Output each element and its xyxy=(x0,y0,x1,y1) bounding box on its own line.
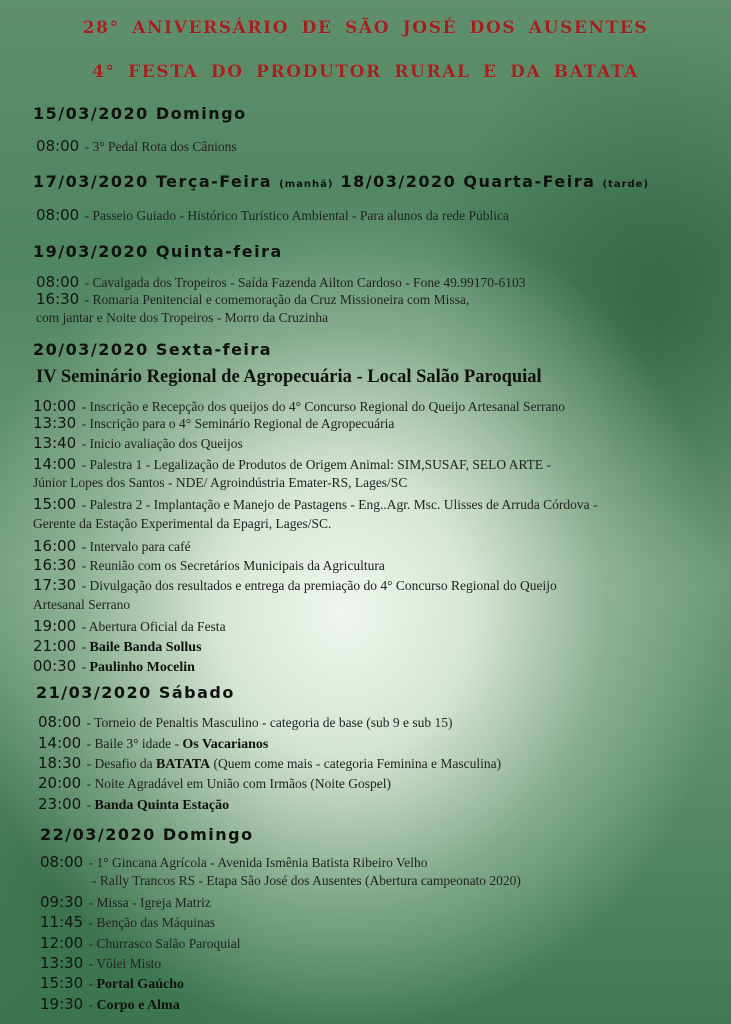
event-continuation: Gerente da Estação Experimental da Epagri, Lages/SC. xyxy=(33,516,332,531)
event-time: 19:00 xyxy=(33,617,77,635)
event-description: - Missa - Igreja Matriz xyxy=(85,895,211,910)
event-prefix: - xyxy=(78,659,90,674)
day-18-date: 18/03/2020 Quarta-Feira xyxy=(333,172,603,191)
event-highlight: Baile Banda Sollus xyxy=(89,640,202,655)
schedule-item xyxy=(40,853,428,873)
festival-header xyxy=(0,62,731,82)
event-continuation: Júnior Lopes dos Santos - NDE/ Agroindústria Emater-RS, Lages/SC xyxy=(33,475,408,490)
day-18-period: (tarde) xyxy=(602,179,650,190)
event-highlight: Os Vacarianos xyxy=(182,737,269,752)
schedule-item xyxy=(40,974,184,994)
event-highlight: Banda Quinta Estação xyxy=(94,798,230,813)
schedule-item xyxy=(38,713,452,733)
festival-title: 4° FESTA DO PRODUTOR RURAL E DA BATATA xyxy=(92,62,639,82)
event-highlight: Portal Gaúcho xyxy=(96,977,184,992)
event-prefix: - xyxy=(85,976,97,991)
event-description: - Torneio de Penaltis Masculino - categoria de base (sub 9 e sub 15) xyxy=(83,715,453,730)
event-time: 15:30 xyxy=(40,974,84,992)
event-time: 19:30 xyxy=(40,995,84,1013)
event-highlight: BATATA xyxy=(155,757,211,772)
event-time: 16:30 xyxy=(33,556,77,574)
event-description: - Inscrição para o 4° Seminário Regional de Agropecuária xyxy=(78,416,395,431)
schedule-item xyxy=(40,893,211,913)
event-time: 00:30 xyxy=(33,657,77,675)
event-suffix: (Quem come mais - categoria Feminina e Masculina) xyxy=(210,756,502,771)
event-description: - Passeio Guiado - Histórico Turístico Ambiental - Para alunos da rede Pública xyxy=(81,208,510,223)
event-time: 18:30 xyxy=(38,754,82,772)
event-time: 11:45 xyxy=(40,913,84,931)
event-time: 14:00 xyxy=(33,455,77,473)
event-description: - Vôlei Misto xyxy=(85,956,162,971)
schedule-item xyxy=(33,617,226,637)
event-time: 08:00 xyxy=(36,273,80,291)
event-time: 13:40 xyxy=(33,434,77,452)
event-time: 09:30 xyxy=(40,893,84,911)
day-17-date: 17/03/2020 Terça-Feira xyxy=(33,172,280,191)
event-description: - Reunião com os Secretários Municipais da Agricultura xyxy=(78,558,385,573)
event-time: 08:00 xyxy=(36,137,80,155)
event-time: 08:00 xyxy=(36,206,80,224)
schedule-item xyxy=(33,657,195,677)
event-description: - Romaria Penitencial e comemoração da Cruz Missioneira com Missa, xyxy=(81,292,470,307)
poster-header xyxy=(0,18,731,38)
event-highlight: Paulinho Mocelin xyxy=(89,660,195,675)
schedule-item xyxy=(38,754,501,774)
event-description: - 3° Pedal Rota dos Cânions xyxy=(81,139,237,154)
event-prefix: - Baile 3° idade - xyxy=(83,736,183,751)
schedule-item xyxy=(33,556,385,576)
event-continuation: - Rally Trancos RS - Etapa São José dos Ausentes (Abertura campeonato 2020) xyxy=(92,873,521,888)
schedule-item xyxy=(33,455,551,475)
schedule-item xyxy=(33,576,557,596)
event-time: 16:00 xyxy=(33,537,77,555)
schedule-item xyxy=(36,206,509,226)
anniversary-title: 28° ANIVERSÁRIO DE SÃO JOSÉ DOS AUSENTES xyxy=(82,18,649,38)
event-description: - Divulgação dos resultados e entrega da premiação do 4° Concurso Regional do Queijo xyxy=(78,578,557,593)
schedule-item xyxy=(33,495,597,515)
event-prefix: - xyxy=(83,797,95,812)
event-description: - Churrasco Salão Paroquial xyxy=(85,936,241,951)
event-description: - Intervalo para café xyxy=(78,539,191,554)
schedule-item xyxy=(40,995,180,1015)
event-time: 15:00 xyxy=(33,495,77,513)
event-description: - Cavalgada dos Tropeiros - Saída Fazenda Ailton Cardoso - Fone 49.99170-6103 xyxy=(81,275,526,290)
day-17-period: (manhã) xyxy=(279,179,334,190)
schedule-item xyxy=(40,934,240,954)
schedule-item xyxy=(36,290,469,310)
event-prefix: - Desafio da xyxy=(83,756,156,771)
event-time: 23:00 xyxy=(38,795,82,813)
event-continuation: com jantar e Noite dos Tropeiros - Morro da Cruzinha xyxy=(36,310,329,325)
event-time: 12:00 xyxy=(40,934,84,952)
event-description: - Palestra 1 - Legalização de Produtos de Origem Animal: SIM,SUSAF, SELO ARTE - xyxy=(78,457,552,472)
event-description: - Palestra 2 - Implantação e Manejo de Pastagens - Eng..Agr. Msc. Ulisses de Arruda Córdova - xyxy=(78,497,598,512)
schedule-item xyxy=(38,734,268,754)
day-15-heading: 15/03/2020 Domingo xyxy=(33,104,247,123)
event-time: 16:30 xyxy=(36,290,80,308)
event-time: 10:00 xyxy=(33,397,77,415)
day-19-heading: 19/03/2020 Quinta-feira xyxy=(33,242,283,261)
schedule-item xyxy=(36,137,237,157)
event-time: 13:30 xyxy=(40,954,84,972)
schedule-item xyxy=(33,537,191,557)
schedule-item xyxy=(33,414,394,434)
event-time: 21:00 xyxy=(33,637,77,655)
event-continuation: Artesanal Serrano xyxy=(33,597,131,612)
event-time: 20:00 xyxy=(38,774,82,792)
event-time: 08:00 xyxy=(40,853,84,871)
day-20-heading: 20/03/2020 Sexta-feira xyxy=(33,340,273,359)
event-time: 14:00 xyxy=(38,734,82,752)
schedule-item xyxy=(40,954,161,974)
event-time: 08:00 xyxy=(38,713,82,731)
event-description: - Inscrição e Recepção dos queijos do 4° Concurso Regional do Queijo Artesanal Serrano xyxy=(78,399,565,414)
schedule-item xyxy=(33,637,202,657)
day-22-heading: 22/03/2020 Domingo xyxy=(40,825,254,844)
event-prefix: - xyxy=(85,997,97,1012)
event-highlight: Corpo e Alma xyxy=(96,998,180,1013)
schedule-item xyxy=(38,795,229,815)
event-description: - Benção das Máquinas xyxy=(85,915,215,930)
schedule-item xyxy=(40,913,215,933)
event-description: - Inicio avaliação dos Queijos xyxy=(78,436,243,451)
day-21-heading: 21/03/2020 Sábado xyxy=(36,683,235,702)
event-description: - Abertura Oficial da Festa xyxy=(78,619,226,634)
event-description: - 1° Gincana Agrícola - Avenida Ismênia Batista Ribeiro Velho xyxy=(85,855,428,870)
event-prefix: - xyxy=(78,639,90,654)
schedule-item xyxy=(33,434,243,454)
event-time: 17:30 xyxy=(33,576,77,594)
seminar-title: IV Seminário Regional de Agropecuária - Local Salão Paroquial xyxy=(36,367,542,387)
event-time: 13:30 xyxy=(33,414,77,432)
schedule-item xyxy=(38,774,391,794)
event-description: - Noite Agradável em União com Irmãos (Noite Gospel) xyxy=(83,776,392,791)
day-17-18-heading xyxy=(33,172,649,191)
